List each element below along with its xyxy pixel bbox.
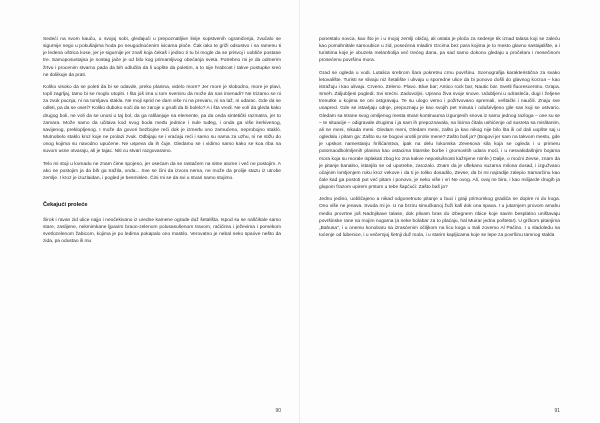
page-number-left: 90 (275, 408, 281, 414)
chapter-heading: Čekajući proleće (43, 201, 88, 208)
left-paragraph-4: Širok i ravan zid ulice najjo i neočekivano iz uredne kamene ograde duž šetališta. Ispod su se naščikale samo stare, zaslijene, nekmimkane ljpavim braon-zelenom polusasušenom travom, račićima i ježevima i pomekom svetlozelenom žabicom, kojima je po ledima pokapalo ono mastilo. Verovatno je nebal neko spaóve nešto da zida, pa odustao ili mu (43, 217, 281, 245)
left-paragraph-1: Sedeći na svom kauču, u svojoj sobi, gledajući u prepoznatljive linije sopstvenih ograničenja, zvučalo se sigurnije nego u pokušajima hoda po neugodnoćenim ivicama ploče. Čak iako te griži odsustvo i na ramenu ti je ledena oštrica kose, jer je sigurnije jer znaš koja čekaš i jedino ti tu bi mogle da se prisvoj i uobliče postane tre. Samoposustajna je nostag jače je od bilo kog primamljivog obećanja sveta. Potrebno mi je da odmerim žrtvu i procenim stvarno pada da bih odlučila da li uopšte da poletim, a to nije hrabrost i takve postupke sreó ne doliikuje da prati. (43, 37, 281, 78)
left-paragraph-2: Koliko visoko da se poleti da bi se odavde, preko planina, videlo more? Jer more je slobodno, more je plavi, topli zagrljaj, tamo bi se moglo utopiti. I šta još ima u tom svemiru da može da nas imenadi? Ne trizamo se ni za zvuk pucnja, ni na tomljavu staklа. Ne moji sprid ne dam više ni na prevaru, ni na laž, ni udarac. Gde da se odleti, pa da se osetí? Koliko duboko noči da se zaroje u gruđi da bi bolelo? A i šta vredi. Ne volí da gleda kako drugog boli, ne voli da se unosi u taj bol, da ga rašlanjuje na elemente, pa da onda sintetički razmatra, jer to zamara. Može samo da učitava kod svog boda među jednice i nule tuđeg, i onda ga više iterkivenog, savijenog, preklopljenog. I može da govori bezbojne reči dok je između ono zamućeno, neprobojno stakló. Mutnobelo staklo kroz koje ne prolazi zvuk. Odbijaju se i vraćaju reći i samo su nama za uzhu, ni ne stižu do onog kojima su navodno upućene. Ne uspeva da ih čuje. Gledamo se i vidimo samo kako se koa riba na suvom usne otvaraju, ali je tajac. Niti cu stvari razgovaramo. (43, 84, 281, 155)
left-paragraph-3: Telo mi stoji u komadu ne znam čime spojeno, jer osećam da se rastačem na sitne atome i več ne postojim. A ako ne postojim ja da bih ga tražila, onda... Sve se čini da izvora nema, ne može da prolije stazu iz utrobe zemlje. I kroz je izuzlaidan, i pogled je besmislen. Čini mi se da svi u stvari samo stojimo. (43, 161, 281, 181)
right-paragraph-1: ponestalo novca, kao što je i u mojoj zemlji običaj, ali ostala je ploča za sedenje tik iznad talasa koji se zaleću kao pomahnitale samoubice u zid, posećena mladim Grcima bez para kojima je to mesto glavno sastajalište, a i turistima koje je obuzela melanholija već trećeg dana, pa sad samo dokono gledaju u pročelaru i mesečinom prosećenu površinu mora. (319, 37, 560, 64)
page-number-right: 91 (554, 408, 560, 414)
right-page (300, 0, 600, 423)
right-paragraph-3: Jedno jedino, uobličajeno a nikad odgonetnuto pitanje u buci i graji primorskog gradića ne dopire ni do koga. Ono više ne jenava. Svuda mi je. U na brziru simučkanoj žuži kafi dok ona spava. I u jutarnjem provom amahu mediu provrtne još Nadnjikave talase, dok plivam bras do izbegnem ribice koje savim besplatno uništavaju površinske rane na mojim nogama (a neke bolabar za to plaćaju, hal Muirar jedna pošteta!). U grčkom pitanjima „Bahusa", i u onemu konobaru sa izrasćenim očiljkom na licu koga u Sali zovemo Al Pačino. I u sladoledu na toćenje od lubenice, i u večernjoj šetnji duž mola, i u starim kapljicama koje se lepe za površinu tamnog stakla (319, 197, 560, 239)
right-paragraph-2: Grad se ogleda u vodi. Lutalica srebrom šara pokretnu crnu površinu. Scenografija karakteristična za svako letovalište. Turisti se slivaju niz šetalište i ulivaju u sporedne ulice da bi ponovo došli do glavnog korzoa – kao istražuju i kao ulivaju. Crveno. Zeleno. Plavo. Blue bar; Antico rock bar, Nautic bar. Svetli fluorescentno. Grapa. Smeh. Zaljubljeni pogledi. Svi srećni. Zadovoljni. Uprano živa svoje snove. Udubljeni u odrasleća, dugi i željene trenutke u kojima se oni ostgravaju. Te su ulogo vemo i požrtvovano spremali, veštački i naučili. Znaju sve unapred. Gde se istavljaju odnje, prepoznaju je kao svojih pet minuta i odušėvljeno gile san koji se ostvario. Gledam sa strane svog omiljenog mesta stvari kontinuuma izgunjenih snova iz samo jednog razloga – one su se – te situacije – odigravale drugima i ja sam ih prepoznavala, na licima čitala ushićenje od susreta sa mislitanim, ali ne meni, nikada meni. Gledam meni, Gledam meni, zašto ja kao nikog nije bilo šta ili od dali uopšte saj u ogledalu i pitam ga: Zašto su se bogovi urotili protiv mene? Zašto baš ja? (Bogovi jer sam na takvom mestu, gde je upskos namestanju hrišćanstva, ipak na delu lokonska Zevesova sila koja se ogleda i u primeru potomaodbolmljenih planina kao ostacima titanske borbe i gromovitih udara moći, i u nesvakidašnjim bojama mora koja su morale isplakati zbog ko zna kakve neposlušnosti kažnjene nimfe.) Dalje, o moćni Zevse, znam da je pitanje banalno, istanjilo se od upotrebe, zarozalo. Znam da je uflekano suzama milona dosad, i izgužvano očajnim lomljenjem ruku kroz vekove i da ti je toliko dosadilo, Zevse, da bi mi najradije zalepio Samarčinu kao čale kad ga postoti put već pitam i ponovo, je neko više i vri Ne ovog. Ali, ovaj ne bira, i kao milijarde drugih ja glupom frazom upirem prstom u tebe šapćući: Zašto baš ja? (319, 70, 560, 191)
